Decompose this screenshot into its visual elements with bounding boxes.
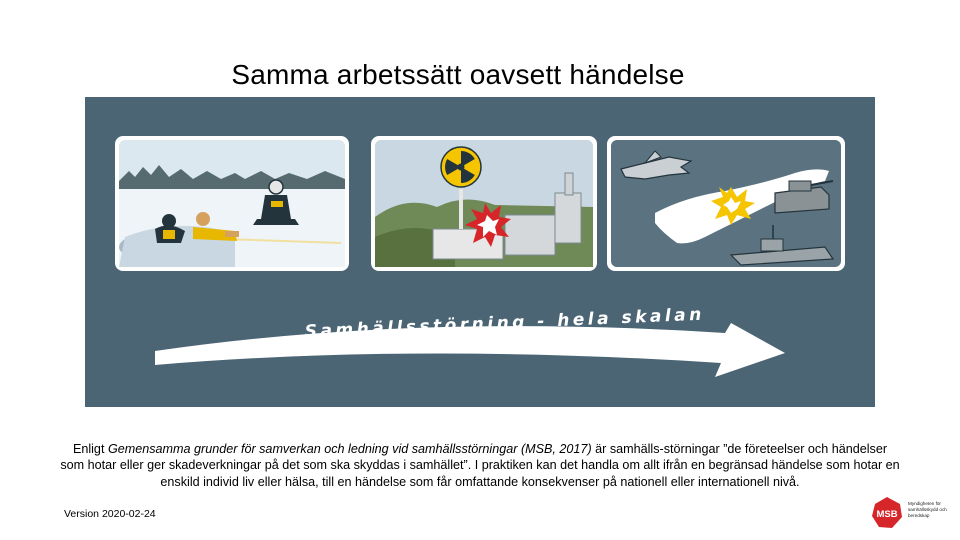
source-title: Gemensamma grunder för samverkan och ledning vid samhällsstörningar (MSB, 2017) bbox=[107, 441, 592, 456]
ice-rescue-panel bbox=[115, 136, 349, 271]
event-scale-illustration bbox=[85, 97, 875, 407]
radiation-icon bbox=[441, 147, 481, 187]
body-paragraph bbox=[60, 441, 900, 491]
slide-title: Samma arbetssätt oavsett händelse bbox=[231, 58, 685, 90]
version-label: Version 2020-02-24 bbox=[64, 508, 156, 520]
logo-text: Myndigheten för samhällsskydd och beredskap bbox=[908, 501, 947, 518]
body-suffix: är samhälls-störningar ”de företeelser och händelser som hotar eller ger skadeverkningar på det som ska skyddas i samhället”. I praktiken kan det handla om allt ifrån en begränsad händelse som hotar en enskild individ liv eller hälsa, till en händelse som får omfattande konsekvenser på nationell eller internationell nivå. bbox=[60, 441, 900, 489]
logo-initials: MSB bbox=[876, 509, 898, 520]
scale-arrow bbox=[155, 305, 785, 377]
arrow-label: Samhällsstörning - hela skalan bbox=[304, 304, 706, 342]
military-conflict-panel bbox=[607, 136, 845, 271]
nuclear-plant-panel bbox=[371, 136, 597, 271]
body-prefix: Enligt bbox=[72, 441, 108, 456]
